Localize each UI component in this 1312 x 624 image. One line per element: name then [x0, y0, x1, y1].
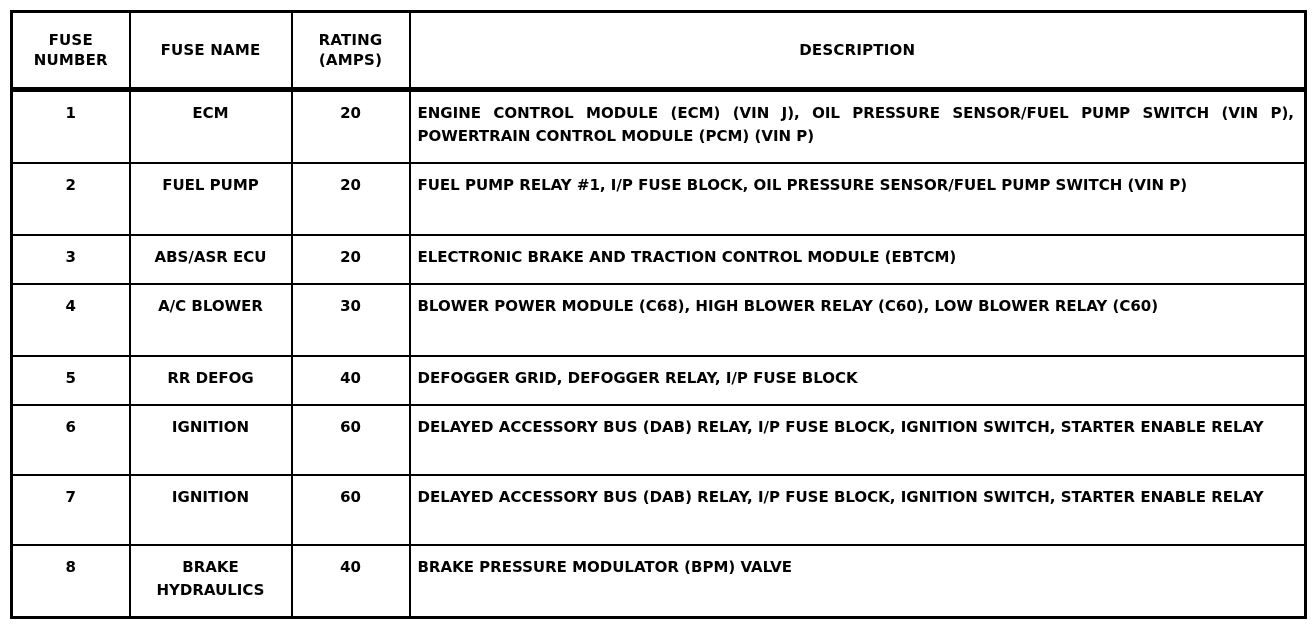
- fuse-number: 8: [12, 545, 130, 618]
- fuse-rating: 30: [292, 284, 410, 356]
- fuse-name: ABS/ASR ECU: [130, 235, 292, 284]
- fuse-number: 4: [12, 284, 130, 356]
- table-header: [12, 12, 1306, 90]
- fuse-number: 1: [12, 90, 130, 164]
- fuse-name: IGNITION: [130, 405, 292, 475]
- table-row: [12, 235, 1306, 284]
- table-row: [12, 405, 1306, 475]
- fuse-description: FUEL PUMP RELAY #1, I/P FUSE BLOCK, OIL PRESSURE SENSOR/FUEL PUMP SWITCH (VIN P): [410, 163, 1306, 235]
- fuse-rating: 40: [292, 356, 410, 405]
- fuse-number: 2: [12, 163, 130, 235]
- fuse-name: FUEL PUMP: [130, 163, 292, 235]
- table-row: [12, 163, 1306, 235]
- fuse-description: BRAKE PRESSURE MODULATOR (BPM) VALVE: [410, 545, 1306, 618]
- fuse-rating: 60: [292, 475, 410, 545]
- fuse-number: 6: [12, 405, 130, 475]
- fuse-number: 7: [12, 475, 130, 545]
- fuse-rating: 60: [292, 405, 410, 475]
- fuse-rating: 20: [292, 163, 410, 235]
- table-row: [12, 545, 1306, 618]
- table-row: [12, 475, 1306, 545]
- fuse-description: DELAYED ACCESSORY BUS (DAB) RELAY, I/P FUSE BLOCK, IGNITION SWITCH, STARTER ENABLE RELAY: [410, 475, 1306, 545]
- fuse-rating: 20: [292, 235, 410, 284]
- fuse-description: BLOWER POWER MODULE (C68), HIGH BLOWER RELAY (C60), LOW BLOWER RELAY (C60): [410, 284, 1306, 356]
- fuse-name: BRAKE HYDRAULICS: [130, 545, 292, 618]
- fuse-number: 5: [12, 356, 130, 405]
- table-body: [12, 90, 1306, 618]
- fuse-description: ELECTRONIC BRAKE AND TRACTION CONTROL MODULE (EBTCM): [410, 235, 1306, 284]
- fuse-name: RR DEFOG: [130, 356, 292, 405]
- header-fuse-number: FUSE NUMBER: [12, 12, 130, 90]
- fuse-name: A/C BLOWER: [130, 284, 292, 356]
- table-row: [12, 284, 1306, 356]
- fuse-name: IGNITION: [130, 475, 292, 545]
- fuse-description: DEFOGGER GRID, DEFOGGER RELAY, I/P FUSE BLOCK: [410, 356, 1306, 405]
- fuse-description: ENGINE CONTROL MODULE (ECM) (VIN J), OIL PRESSURE SENSOR/FUEL PUMP SWITCH (VIN P), POWERTRAIN CONTROL MODULE (PCM) (VIN P): [410, 90, 1306, 164]
- fuse-name: ECM: [130, 90, 292, 164]
- fuse-number: 3: [12, 235, 130, 284]
- header-description: DESCRIPTION: [410, 12, 1306, 90]
- fuse-table-frame: [10, 10, 1306, 614]
- fuse-rating: 20: [292, 90, 410, 164]
- table-row: [12, 90, 1306, 164]
- fuse-rating: 40: [292, 545, 410, 618]
- table-row: [12, 356, 1306, 405]
- fuse-description: DELAYED ACCESSORY BUS (DAB) RELAY, I/P FUSE BLOCK, IGNITION SWITCH, STARTER ENABLE RELAY: [410, 405, 1306, 475]
- header-row: [12, 12, 1306, 90]
- header-fuse-name: FUSE NAME: [130, 12, 292, 90]
- fuse-table: [10, 10, 1307, 619]
- header-rating: RATING (AMPS): [292, 12, 410, 90]
